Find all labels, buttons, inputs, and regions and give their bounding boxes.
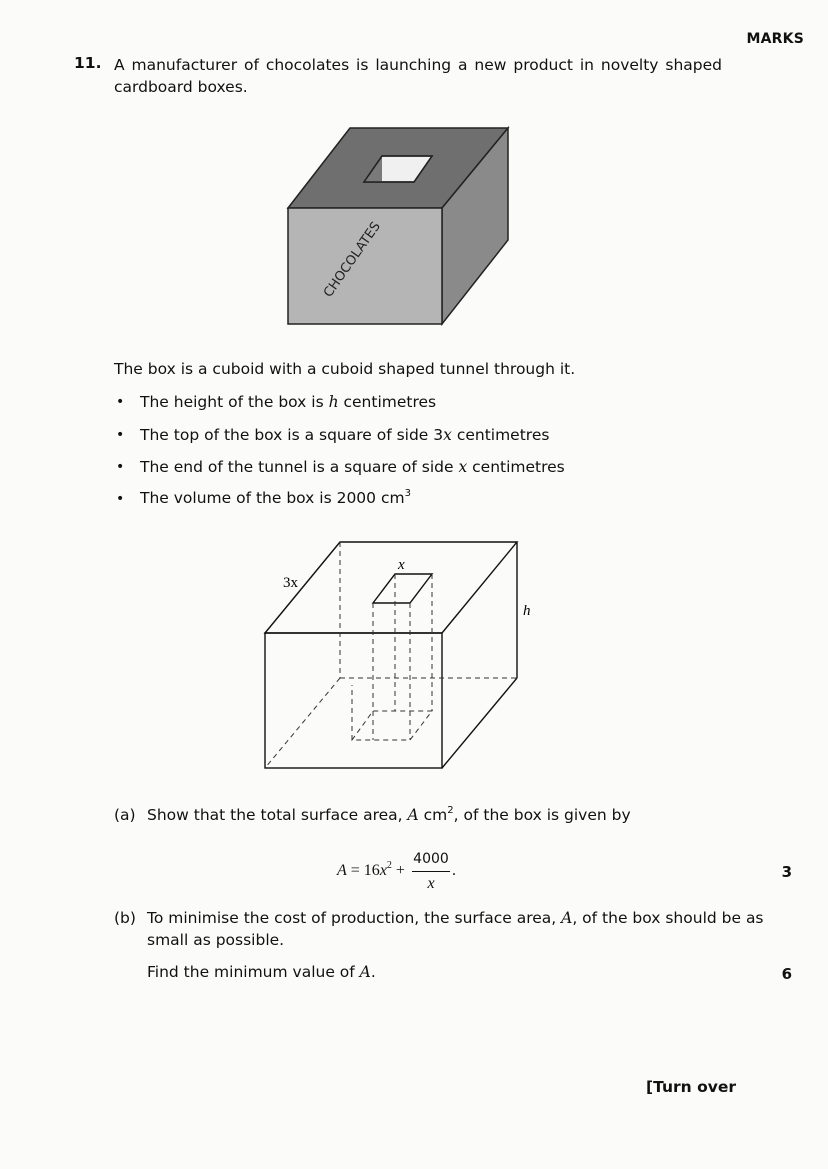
bullet-dot: •: [116, 394, 125, 410]
box-label-chocolates: CHOCOLATES: [320, 219, 384, 301]
label-3x: 3x: [283, 575, 298, 591]
part-b-marks: 6: [781, 965, 792, 983]
part-b-line2: small as possible.: [147, 931, 285, 949]
box-description: The box is a cuboid with a cuboid shaped tunnel through it.: [114, 360, 576, 378]
part-b-label: (b): [114, 909, 136, 927]
formula-numerator: 4000: [413, 851, 449, 867]
box-front-face: [288, 208, 442, 324]
label-x: x: [398, 557, 405, 573]
fact-height: The height of the box is h centimetres: [140, 393, 437, 411]
part-a-text: Show that the total surface area, A $cm^2$, of the box is given by: [147, 805, 631, 824]
fact-tunnel-end: The end of the tunnel is a square of side x centimetres: [140, 458, 565, 476]
diagram-tunnel-opening: [373, 574, 432, 603]
fraction-bar: [412, 871, 450, 872]
part-b-instruction: Find the minimum value of A.: [147, 963, 376, 981]
label-h: h: [523, 603, 531, 619]
surface-area-formula: $A = 16x^2$ +: [337, 860, 405, 879]
bullet-dot: •: [116, 491, 125, 507]
chocolate-box-illustration: [280, 120, 520, 335]
part-a-label: (a): [114, 806, 136, 824]
diagram-top-face: [265, 542, 517, 633]
turn-over: [Turn over: [646, 1078, 736, 1096]
box-line-diagram: [255, 535, 540, 775]
diagram-front-face: [265, 633, 442, 768]
marks-column-header: MARKS: [746, 31, 804, 47]
bullet-dot: •: [116, 459, 125, 475]
question-number: 11.: [74, 54, 102, 72]
part-a-marks: 3: [781, 863, 792, 881]
bullet-dot: •: [116, 427, 125, 443]
fact-top-square: The top of the box is a square of side 3x centimetres: [140, 426, 550, 444]
fact-volume: The volume of the box is 2000 $cm^3$: [140, 488, 411, 507]
question-intro: A manufacturer of chocolates is launching a new product in novelty shaped cardboard boxes.: [114, 56, 722, 96]
formula-period: .: [452, 862, 456, 879]
part-b-line1: To minimise the cost of production, the surface area, A, of the box should be as: [147, 909, 764, 927]
formula-denominator: x: [427, 875, 435, 892]
